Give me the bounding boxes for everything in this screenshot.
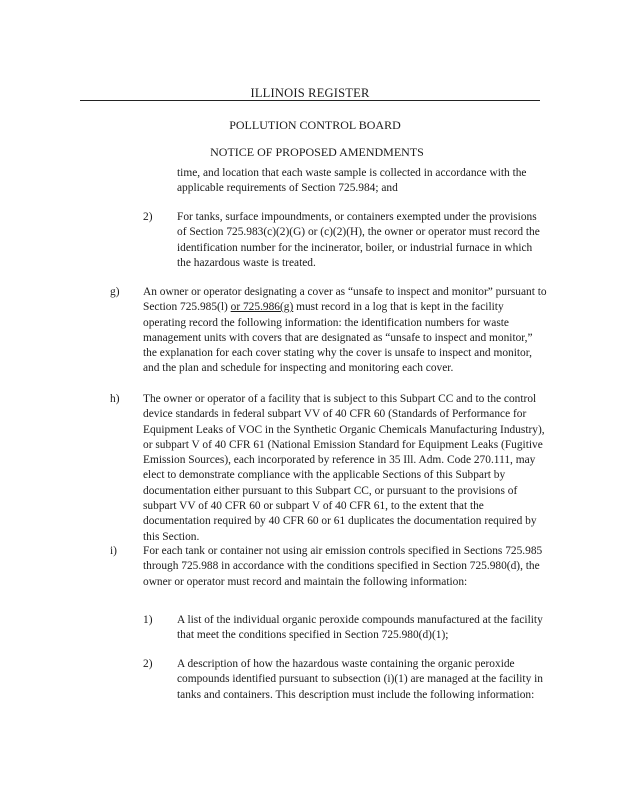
item-g-label: g) (110, 286, 120, 298)
item-g-paragraph (143, 285, 548, 377)
item-i2-paragraph: A description of how the hazardous waste containing the organic peroxide compounds identified pursuant to subsection (i)(1) are managed at the facility in tanks and containers. This description must include the following information: (177, 658, 543, 701)
item-i1-label: 1) (143, 614, 153, 626)
item-h-label: h) (110, 393, 120, 405)
item-i-paragraph: For each tank or container not using air emission controls specified in Sections 725.985 through 725.988 in accordance with the conditions specified in Section 725.980(d), the owner or operator must record and maintain the following information: (143, 545, 543, 588)
board-title: POLLUTION CONTROL BOARD (229, 118, 401, 132)
item-g-text-after: must record in a log that is kept in the facility operating record the following information: the identification numbers for waste management units with covers that are designated as “unsafe to inspect and monitor,” the explanation for each cover stating why the cover is unsafe to inspect and monitor, and the plan and schedule for inspecting and monitoring each cover. (143, 301, 533, 375)
item-i-label: i) (110, 545, 117, 557)
item-2-label: 2) (143, 211, 153, 223)
item-h-paragraph: The owner or operator of a facility that is subject to this Subpart CC and to the control device standards in federal subpart VV of 40 CFR 60 (Standards of Performance for Equipment Leaks of VOC in the Synthetic Organic Chemicals Manufacturing Industry), or subpart V of 40 CFR 61 (National Emission Standard for Equipment Leaks (Fugitive Emission Sources), each incorporated by reference in 35 Ill. Adm. Code 270.111, may elect to demonstrate compliance with the applicable Sections of this Subpart by documentation either pursuant to this Subpart CC, or pursuant to the provisions of subpart VV of 40 CFR 60 or subpart V of 40 CFR 61, to the extent that the documentation required by 40 CFR 60 or 61 duplicates the documentation required by this Section. (143, 393, 545, 543)
notice-title: NOTICE OF PROPOSED AMENDMENTS (210, 145, 424, 159)
continuation-paragraph: time, and location that each waste sample is collected in accordance with the applicable requirements of Section 725.984; and (177, 167, 527, 195)
item-i2-label: 2) (143, 658, 153, 670)
header-rule (80, 100, 540, 101)
register-header: ILLINOIS REGISTER (250, 86, 370, 100)
item-g-text-before: An owner or operator designating a cover as “unsafe to inspect and monitor” pursuant to Section 725.985(l) (143, 286, 547, 314)
item-i1-paragraph: A list of the individual organic peroxide compounds manufactured at the facility that meet the conditions specified in Section 725.980(d)(1); (177, 614, 543, 642)
item-2-paragraph: For tanks, surface impoundments, or containers exempted under the provisions of Section 725.983(c)(2)(G) or (c)(2)(H), the owner or operator must record the identification number for the incinerator, boiler, or industrial furnace in which the hazardous waste is treated. (177, 211, 540, 269)
item-g-underlined-amendment: or 725.986(g) (230, 301, 294, 314)
